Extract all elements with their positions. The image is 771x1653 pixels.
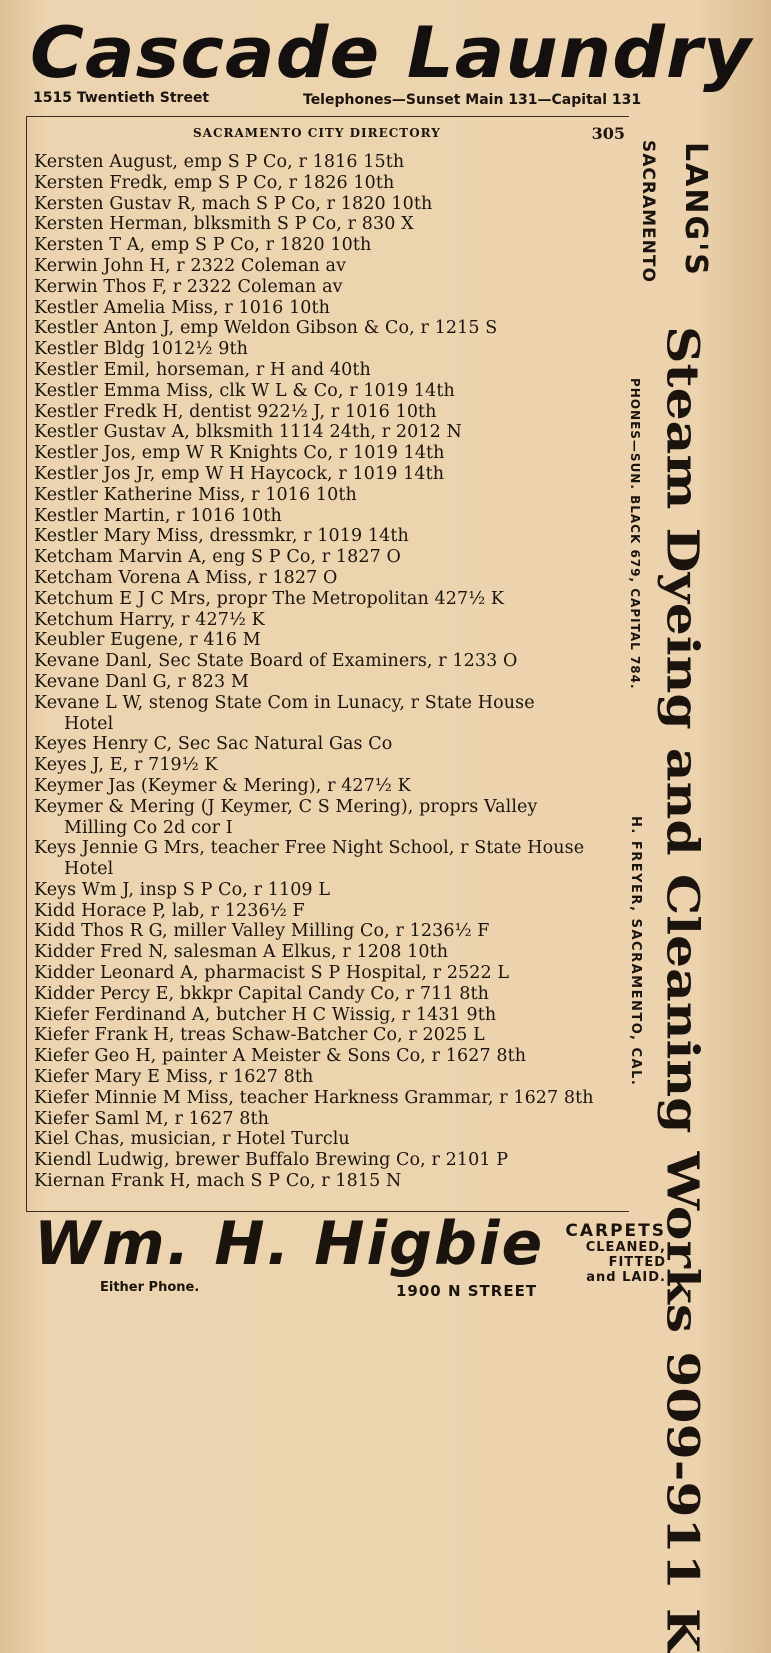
directory-entry: Keymer Jas (Keymer & Mering), r 427½ K — [34, 775, 411, 796]
page-number: 305 — [591, 124, 625, 143]
directory-entry: Kiefer Saml M, r 1627 8th — [34, 1108, 269, 1129]
directory-entry: Kersten Gustav R, mach S P Co, r 1820 10th — [34, 193, 433, 214]
directory-entry: Kidder Percy E, bkkpr Capital Candy Co, r 711 8th — [34, 983, 490, 1004]
directory-entry: Kiernan Frank H, mach S P Co, r 1815 N — [34, 1171, 402, 1192]
directory-entry: Kiefer Frank H, treas Schaw-Batcher Co, r 2025 L — [34, 1025, 485, 1046]
side-ad-brand: LANG'S — [678, 142, 713, 277]
directory-entry: Keubler Eugene, r 416 M — [34, 630, 261, 651]
bottom-ad-phone: Either Phone. — [100, 1280, 200, 1295]
side-ad-main: Steam Dyeing and Cleaning Works 909-911 K — [656, 326, 709, 1653]
directory-entry: Kersten Fredk, emp S P Co, r 1826 10th — [34, 172, 395, 193]
directory-entry: Kidd Horace P, lab, r 1236½ F — [34, 900, 305, 921]
directory-entry: Kestler Jos, emp W R Knights Co, r 1019 14th — [34, 443, 445, 464]
directory-entry: Kiefer Mary E Miss, r 1627 8th — [34, 1067, 314, 1088]
top-ad-title: Cascade Laundry — [30, 12, 753, 94]
directory-entry: Ketcham Marvin A, eng S P Co, r 1827 O — [34, 547, 401, 568]
running-header — [31, 124, 627, 144]
directory-entry: Keyes Henry C, Sec Sac Natural Gas Co — [34, 734, 393, 755]
directory-entry: Keyes J, E, r 719½ K — [34, 755, 218, 776]
directory-entry: Kerwin John H, r 2322 Coleman av — [34, 255, 347, 276]
directory-entry: Ketchum Harry, r 427½ K — [34, 609, 265, 630]
service-line: CLEANED, — [585, 1240, 666, 1255]
directory-entry: Kiendl Ludwig, brewer Buffalo Brewing Co, r 2101 P — [34, 1150, 509, 1171]
top-ad-address: 1515 Twentieth Street — [33, 90, 210, 106]
directory-entry: Kevane Danl G, r 823 M — [34, 671, 249, 692]
service-line: CARPETS — [565, 1221, 666, 1241]
side-ad-city: SACRAMENTO — [638, 140, 658, 283]
directory-entry: Kevane L W, stenog State Com in Lunacy, r State House — [34, 692, 535, 713]
directory-entry: Keys Jennie G Mrs, teacher Free Night School, r State House — [34, 838, 585, 859]
directory-entry: Ketchum E J C Mrs, propr The Metropolitan 427½ K — [34, 588, 505, 609]
directory-entry: Kestler Gustav A, blksmith 1114 24th, r 2012 N — [34, 422, 462, 443]
directory-entry: Kersten Herman, blksmith S P Co, r 830 X — [34, 214, 414, 235]
directory-entries — [34, 152, 624, 1192]
directory-entry: Kestler Mary Miss, dressmkr, r 1019 14th — [34, 526, 409, 547]
directory-entry: Kiefer Geo H, painter A Meister & Sons Co, r 1627 8th — [34, 1046, 527, 1067]
service-line: and LAID. — [586, 1270, 666, 1285]
directory-entry: Kestler Amelia Miss, r 1016 10th — [34, 297, 331, 318]
directory-entry: Kestler Emil, horseman, r H and 40th — [34, 359, 371, 380]
header-title: SACRAMENTO CITY DIRECTORY — [193, 126, 441, 140]
directory-entry: Kidder Fred N, salesman A Elkus, r 1208 10th — [34, 942, 449, 963]
directory-entry-continuation: Hotel — [64, 713, 114, 734]
directory-entry: Kidder Leonard A, pharmacist S P Hospital, r 2522 L — [34, 963, 510, 984]
directory-entry: Kestler Martin, r 1016 10th — [34, 505, 282, 526]
side-ad-phones: PHONES—SUN. BLACK 679, CAPITAL 784. — [628, 378, 642, 690]
directory-entry: Kestler Jos Jr, emp W H Haycock, r 1019 14th — [34, 463, 445, 484]
directory-entry: Kerwin Thos F, r 2322 Coleman av — [34, 276, 343, 297]
directory-entry: Kersten August, emp S P Co, r 1816 15th — [34, 152, 405, 172]
directory-entry: Keymer & Mering (J Keymer, C S Mering), proprs Valley — [34, 796, 538, 817]
bottom-ad-title: Wm. H. Higbie — [34, 1209, 545, 1279]
directory-entry: Kestler Katherine Miss, r 1016 10th — [34, 484, 357, 505]
directory-entry: Kersten T A, emp S P Co, r 1820 10th — [34, 235, 372, 256]
directory-entry: Kestler Bldg 1012½ 9th — [34, 339, 248, 360]
directory-entry: Kestler Fredk H, dentist 922½ J, r 1016 10th — [34, 401, 437, 422]
directory-entry: Kevane Danl, Sec State Board of Examiners, r 1233 O — [34, 651, 518, 672]
directory-entry: Kestler Anton J, emp Weldon Gibson & Co, r 1215 S — [34, 318, 498, 339]
directory-entry-continuation: Milling Co 2d cor I — [64, 817, 233, 838]
directory-entry: Kestler Emma Miss, clk W L & Co, r 1019 14th — [34, 380, 455, 401]
directory-entry-continuation: Hotel — [64, 859, 114, 880]
top-ad-phones: Telephones—Sunset Main 131—Capital 131 — [303, 92, 642, 108]
bottom-ad-address: 1900 N STREET — [396, 1282, 538, 1300]
directory-entry: Kiefer Ferdinand A, butcher H C Wissig, r 1431 9th — [34, 1004, 497, 1025]
bottom-ad-services — [548, 1222, 666, 1285]
directory-entry: Kiel Chas, musician, r Hotel Turclu — [34, 1129, 350, 1150]
directory-entry: Kidd Thos R G, miller Valley Milling Co, r 1236½ F — [34, 921, 490, 942]
side-ad-proprietor: H. FREYER, SACRAMENTO, CAL. — [628, 816, 643, 1087]
directory-entry: Ketcham Vorena A Miss, r 1827 O — [34, 567, 338, 588]
service-line: FITTED — [608, 1255, 666, 1270]
directory-entry: Keys Wm J, insp S P Co, r 1109 L — [34, 879, 331, 900]
directory-entry: Kiefer Minnie M Miss, teacher Harkness Grammar, r 1627 8th — [34, 1087, 594, 1108]
